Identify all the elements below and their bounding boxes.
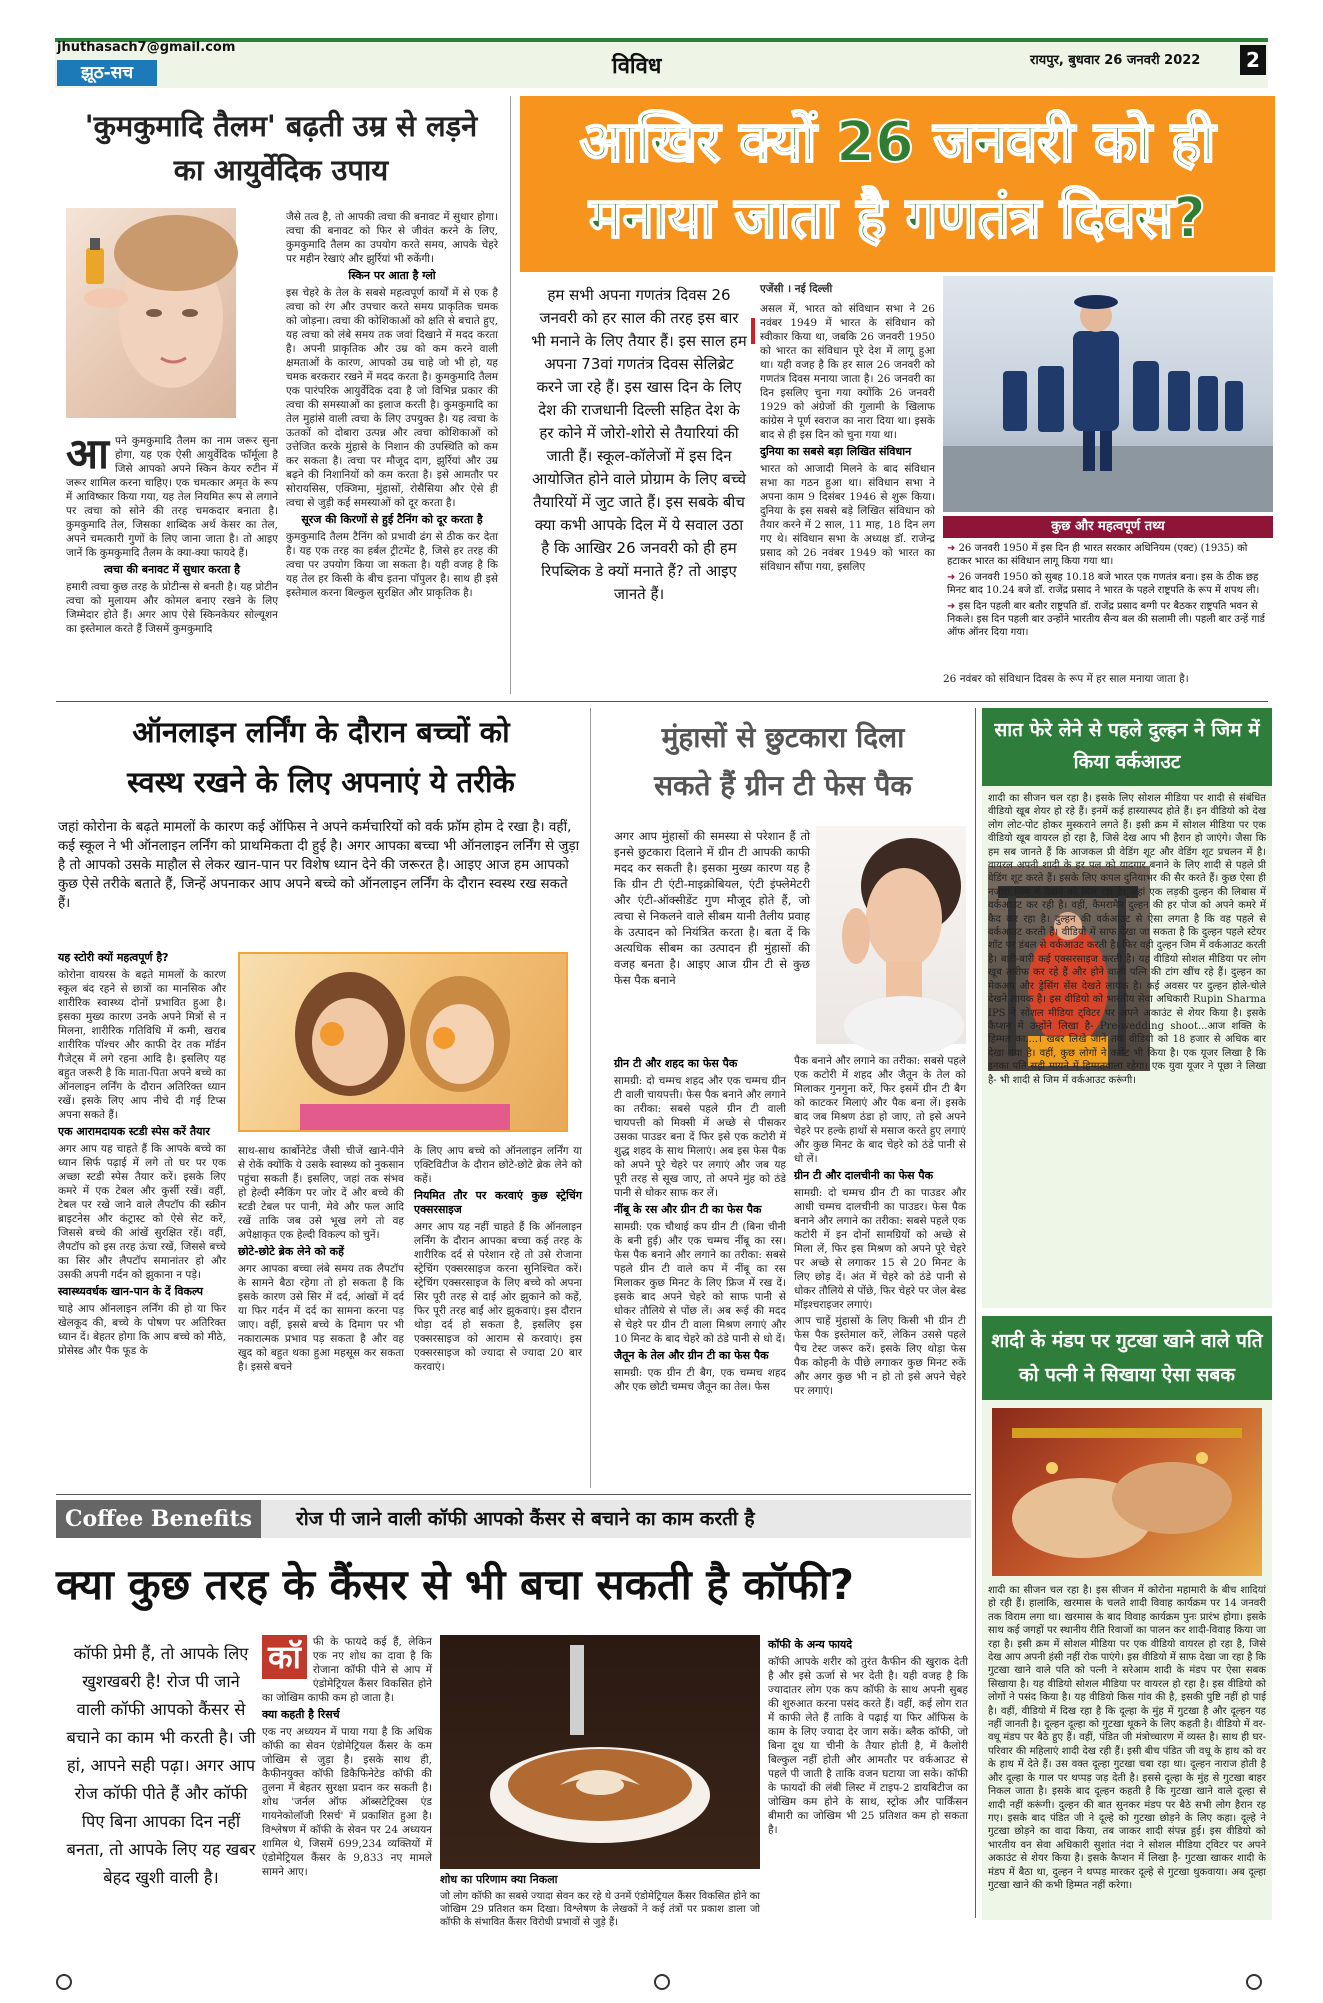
tag-label: Coffee Benefits xyxy=(56,1500,261,1538)
face-photo xyxy=(816,826,966,1044)
column-right-top xyxy=(286,210,498,602)
headline-banner xyxy=(520,96,1275,272)
subhead: नियमित तौर पर करवाएं कुछ स्ट्रेचिंग एक्सरसाइज xyxy=(414,1189,582,1216)
para: अगर आप यह नहीं चाहते हैं कि ऑनलाइन लर्निंग के दौरान आपका बच्चा कई तरह के शारीरिक दर्द से परेशान रहे तो उसे रोजाना स्ट्रेचिंग एक्सरसाइज करना सुनिश्चित करें। स्ट्रेचिंग एक्सरसाइज के लिए बच्चे को अपना सिर पूरी तरह से दाई ओर झुकाने को कहें, फिर पूरी तरह बाईं ओर झुकवाएं। इस दौरान थोड़ा दर्द हो सकता है, इसलिए इस एक्सरसाइज को आराम से करवाएं। इस एक्सरसाइज को ज्यादा से ज्यादा 20 बार करवाएं। xyxy=(414,1221,582,1373)
republic-day-article xyxy=(520,96,1275,696)
para: आप चाहें मुंहासों के लिए किसी भी ग्रीन टी फेस पैक इस्तेमाल करें, लेकिन उससे पहले पैच टेस्ट जरूर करें। इसके लिए थोड़ा फेस पैक कोहनी के पीछे लगाकर कुछ मिनट रुकें और अगर कुछ भी न हो तो इसे अपने चेहरे पर लगाएं। xyxy=(794,1315,966,1397)
fact-item xyxy=(947,571,1269,597)
section-title: विविध xyxy=(612,54,662,79)
para: अगर आपका बच्चा लंबे समय तक लैपटॉप के सामने बैठा रहेगा तो हो सकता है कि इसके कारण उसे सिर में दर्द, आंखों में दर्द या फिर गर्दन में दर्द का सामना करना पड़ जाए। वहीं, इससे बच्चे के दिमाग पर भी नकारात्मक प्रभाव पड़ सकता है और वह खुद को बहुत थका हुआ महसूस कर सकता है। इससे बचने xyxy=(238,1263,404,1373)
online-learning-article xyxy=(56,708,586,1570)
coffee-article xyxy=(56,1500,971,1928)
subhead: यह स्टोरी क्यों महत्वपूर्ण है? xyxy=(58,951,169,964)
column-3 xyxy=(414,1144,582,1376)
para: पैक बनाने और लगाने का तरीका: सबसे पहले एक कटोरी में शहद और जैतून के तेल को मिलाकर गुनगुना करें, फिर इसमें ग्रीन टी बैग को काटकर मिलाएं और पैक बना लें। इसके बाद जब मिश्रण ठंडा हो जाए, तो इसे अपने चेहरे पर हल्के हाथों से मसाज करते हुए लगाएं और कुछ मिनट के बाद चेहरे को ठंडे पानी से धो लें। xyxy=(794,1055,966,1165)
green-tea-article xyxy=(596,708,970,1490)
register-mark-left xyxy=(56,1974,72,1990)
intro-text: जहां कोरोना के बढ़ते मामलों के कारण कई ऑफिस ने अपने कर्मचारियों को वर्क फ्रॉम होम दे रखा है। वहीं, कई स्कूल ने भी ऑनलाइन लर्निंग को प्राथमिकता दी हुई है। अगर आपका बच्चा भी ऑनलाइन लर्निंग से जुड़ा है तो आपको उसके माहौल से लेकर खान-पान पर विशेष ध्यान देने की जरूरत है। आइए आज हम आपको कुछ ऐसे तरीके बताते हैं, जिन्हें अपनाकर आप अपने बच्चे को ऑनलाइन लर्निंग के दौरान स्वस्थ रख सकते हैं। xyxy=(58,819,580,911)
caption-text: जो लोग कॉफी का सबसे ज्यादा सेवन कर रहे थे उनमें एंडोमेट्रियल कैंसर विकसित होने का जोखिम 29 प्रतिशत कम दिखा। विश्लेषण के लेखकों ने कई तंत्रों पर प्रकाश डाला जो कॉफी के संभावित कैंसर विरोधी प्रभावों से जुड़े हैं। xyxy=(440,1891,761,1928)
brand-label: झूठ-सच xyxy=(57,60,157,86)
para: अगर आप यह चाहते हैं कि आपके बच्चे का ध्यान सिर्फ पढ़ाई में लगे तो घर पर एक अच्छा स्टडी स्पेस तैयार करें। इसके लिए कमरे में एक टेबल और कुर्सी रखें। वहीं, टेबल पर रखे जाने वाले लैपटॉप की स्क्रीन ब्राइटनेस और कंट्रास्ट को ऐसे सेट करें, जिससे बच्चे की आंखें सुरक्षित रहें। वहीं, लैपटॉप को इस तरह ऊंचा रखें, जिससे बच्चे का सिर और लैपटॉप समानांतर हो और उसकी अपनी गर्दन को झुकाना न पड़े। xyxy=(58,1143,226,1281)
subhead: जैतून के तेल और ग्रीन टी का फेस पैक xyxy=(614,1349,769,1362)
fact-item xyxy=(947,600,1269,639)
page-number: 2 xyxy=(1240,45,1266,75)
subhead: एक आरामदायक स्टडी स्पेस करें तैयार xyxy=(58,1125,210,1138)
column-2 xyxy=(238,1144,404,1376)
headline: क्या कुछ तरह के कैंसर से भी बचा सकती है कॉफी? xyxy=(56,1560,854,1609)
face-oil-photo xyxy=(66,208,236,418)
para: जैसे तत्व है, तो आपकी त्वचा की बनावट में सुधार होगा। त्वचा की बनावट को फिर से जीवंत करने के लिए, कुमकुमादि तैलम का उपयोग करते समय, आपके चेहरे पर महीन रेखाएं और झुर्रियां भी रुकेंगी। xyxy=(286,211,498,265)
para: एक नए अध्ययन में पाया गया है कि अधिक कॉफी का सेवन एंडोमेट्रियल कैंसर के कम जोखिम से जुड़ा है। इसके साथ ही, कैफीनयुक्त कॉफी डिकैफिनेटेड कॉफी की तुलना में बेहतर सुरक्षा प्रदान कर सकती है। शोध 'जर्नल ऑफ ऑब्सटेट्रिक्स एंड गायनेकोलॉजी रिसर्च' में प्रकाशित हुआ है। विश्लेषण में कॉफी के सेवन पर 24 अध्ययन शामिल थे, जिसमें 699,234 व्यक्तियों में एंडोमेट्रियल कैंसर के 9,833 नए मामले सामने आए। xyxy=(262,1726,432,1878)
intro-text: हम सभी अपना गणतंत्र दिवस 26 जनवरी को हर साल की तरह इस बार भी मनाने के लिए तैयार हैं। इस साल हम अपना 73वां गणतंत्र दिवस सेलिब्रेट करने जा रहे हैं। इस खास दिन के लिए देश की राजधानी दिल्ली सहित देश के हर कोने में जोरो-शोरो से तैयारियां की जाती हैं। स्कूल-कॉलेजों में इस दिन आयोजित होने वाले प्रोग्राम के लिए बच्चे तैयारियों में जुट जाते हैं। इस सबके बीच क्या कभी आपके दिल में ये सवाल उठा है कि आखिर 26 जनवरी को ही हम रिपब्लिक डे क्यों मनाते हैं? तो आइए जानते हैं। xyxy=(531,286,747,603)
register-mark-right xyxy=(1246,1974,1262,1990)
headline-line: ऑनलाइन लर्निंग के दौरान बच्चों को xyxy=(132,715,510,749)
column-left-bottom xyxy=(66,429,278,638)
para: पने कुमकुमादि तैलम का नाम जरूर सुना होगा, यह एक ऐसी आयुर्वेदिक फॉर्मूला है जिसे आपको अपने स्किन केयर रुटीन में जरूर शामिल करना चाहिए। एक चमत्कार अमृत के रूप में आविष्कार किया गया, यह तेल नियमित रूप से लगाने पर त्वचा को सोने की तरह चमकदार बनाता है। कुमकुमादि तेल, जिसका शाब्दिक अर्थ केसर का तेल, अपने चमत्कारी गुणों के लिए जाना जाता है। तो आइए जानें कि कुमकुमादि तैलम के क्या-क्या फायदे हैं। xyxy=(66,435,278,559)
arrow-icon: ➜ xyxy=(947,601,959,612)
subhead: ग्रीन टी और दालचीनी का फेस पैक xyxy=(794,1169,934,1182)
register-mark-center xyxy=(654,1974,670,1990)
para: के लिए आप बच्चे को ऑनलाइन लर्निंग या एक्टिविटीज के दौरान छोटे-छोटे ब्रेक लेने को कहें। xyxy=(414,1145,582,1185)
para: हमारी त्वचा कुछ तरह के प्रोटीन्स से बनती है। यह प्रोटीन त्वचा को मुलायम और कोमल बनाए रखने के लिए जिम्मेदार होते हैं। अगर आप ऐसे स्किनकेयर सोल्यूशन का इस्तेमाल करते हैं जिसमें कुमकुमादि xyxy=(66,581,278,635)
email: jhuthasach7@gmail.com xyxy=(57,40,236,55)
dateline: रायपुर, बुधवार 26 जनवरी 2022 xyxy=(1030,53,1201,68)
body-column xyxy=(760,282,935,576)
headline-line: मनाया जाता है गणतंत्र दिवस? xyxy=(589,186,1206,251)
subhead: छोटे-छोटे ब्रेक लेने को कहें xyxy=(238,1245,344,1258)
column-2 xyxy=(794,1054,966,1400)
kumkumadi-article xyxy=(56,96,506,696)
body-text: शादी का सीजन चल रहा है। इसके लिए सोशल मीडिया पर शादी से संबंधित वीडियो खूब शेयर हो रहे हैं। इनमें कई हास्यास्पद होते हैं। इन वीडियो को देख लोग लोट-पोट होकर मुस्कराने लगते हैं। इसी क्रम में सोशल मीडिया पर एक वीडियो खूब वायरल हो रहा है, जिसे देख आप भी हैरान हो जाएंगे। जैसा कि हम सब जानते हैं कि आजकल प्री वेडिंग शूट और वेडिंग शूट प्रचलन में है। वायरल अपनी शादी के हर पल को यादगार बनाने के लिए शादी से पहले प्री वेडिंग शूट करते हैं। इसके लिए कपल दुनियाभर की सैर करते हैं। कुछ ऐसा ही नजारा जिम में देखने को मिल रहा है। जहां एक लड़की दुल्हन की लिबास में वर्कआउट कर रही है। वहीं, कैमरामैन दुल्हन की हर पोज को अपने कमरे में कैद कर रहा है। दुल्हन की वर्कआउट से ऐसा लगता है कि वह पहले से वर्कआउट करती है। वीडियो में साफ देखा जा सकता है कि दुल्हन पहले स्टेयर शॉट पर डंबल से वर्कआउट करती है। फिर वही दुल्हन जिम में वर्कआउट करती है। बारी-बारी कई एक्सरसाइज करती है। यह वीडियो सोशल मीडिया पर लोग खूब तारीफ कर रहे हैं और होने वाली पत्नि की टांग खींच रहे हैं। दुल्हन का मेकअप और ड्रेसिंग सेंस देखते लायक है। कई अवसर पर दुल्हन होले-चोले देखने लायक है। इस वीडियो को भारतीय सेवा अधिकारी Rupin Sharma IPS ने सोशल मीडिया ट्विटर पर अपने अकाउंट से शेयर किया है। इसके कैप्शन में उन्होंने लिखा है- Pre-wedding shoot...आज शक्ति के हिम्मत का....। खबर लिखे जाने तक वीडियो को 18 हजार से अधिक बार देखा गया है। वहीं, कुछ लोगों ने कमेंट भी किया है। एक यूजर लिखा है कि इनका पति सही मायने में हिम्मतवाला रहेगा। एक युवा यूजर ने पूछा ने लिखा है- भी शादी से जिम में वर्कआउट करूंगी। xyxy=(988,793,1266,1086)
para: इस चेहरे के तेल के सबसे महत्वपूर्ण कार्यों में से एक है त्वचा को रंग और उपचार करते समय प्राकृतिक चमक को जोड़ना। त्वचा की कोशिकाओं को क्षति से बचाते हुए, यह त्वचा को लंबे समय तक जवां दिखाने में मदद करता है। अपनी प्राकृतिक और उम्र को कम करने वाली क्षमताओं के कारण, आपको उम्र चाहे जो भी हो, यह चमक बरकरार रखने में मदद करता है। कुमकुमादि तैलम एक पारंपरिक आयुर्वेदिक दवा है जो विभिन्न प्रकार की त्वचा की समस्याओं का इलाज करती है। कुमकुमादि का तेल मुहांसे वाली त्वचा के लिए उपयुक्त है। यह त्वचा के ऊतकों को दोबारा उत्पन्न और त्वचा कोशिकाओं को उत्तेजित करके मुंहासे के निशान की उपस्थिति को कम कर सकता है। त्वचा पर मौजूद दाग, झुर्रियां और उम्र बढ़ने की निशानियों को कम करता है। इसे आमतौर पर सोरायसिस, एक्जिमा, मुंहासों, रोसैसिया और ऐसे ही त्वचा से जुड़ी कई समस्याओं को दूर करता है। xyxy=(286,287,498,509)
fact-text: 26 जनवरी 1950 में इस दिन ही भारत सरकार अधिनियम (एक्ट) (1935) को हटाकर भारत का संविधान लागू किया गया था। xyxy=(947,543,1248,567)
fact-item xyxy=(947,542,1269,568)
subhead: स्वास्थ्यवर्धक खान-पान के दें विकल्प xyxy=(58,1285,203,1298)
coffee-photo xyxy=(440,1635,760,1869)
agency-line: एजेंसी । नई दिल्ली xyxy=(760,283,833,295)
headline-line: स्वस्थ रखने के लिए अपनाएं ये तरीके xyxy=(127,765,515,799)
subhead: ग्रीन टी और शहद का फेस पैक xyxy=(614,1057,738,1070)
subhead: क्या कहती है रिसर्च xyxy=(262,1708,340,1721)
drop-cap: कॉ xyxy=(262,1635,307,1679)
para: कुमकुमादि तैलम टैनिंग को प्रभावी ढंग से ठीक कर देता है। यह एक तरह का हर्बल ट्रीटमेंट है, जिसे हर तरह की त्वचा पर उपयोग किया जा सकता है। यही वजह है कि यह तेल हर किसी के बीच इतना पॉपुलर है। साथ ही इसे इस्तेमाल करना बिल्कुल सुरक्षित और प्राकृतिक है। xyxy=(286,531,498,599)
subhead: सूरज की किरणों से हुई टैनिंग को दूर करता है xyxy=(301,513,483,526)
tagline: रोज पी जाने वाली कॉफी आपको कैंसर से बचाने का काम करती है xyxy=(296,1508,755,1530)
headline: सात फेरे लेने से पहले दुल्हन ने जिम में किया वर्कआउट xyxy=(982,708,1272,786)
para: सामग्री: दो चम्मच शहद और एक चम्मच ग्रीन टी वाली चायपत्ती। फेस पैक बनाने और लगाने का तरीका: सबसे पहले ग्रीन टी वाली चायपत्ती को मिक्सी में अच्छे से पीसकर उसका पाउडर बना दें फिर इसे एक कटोरी में शुद्ध शहद के साथ मिलाएं। अब इस फेस पैक को अपने पूरे चेहरे पर लगाएं और जब यह पूरी तरह से सूख जाए, तो अपने मुंह को ठंडे पानी से धोकर साफ कर लें। xyxy=(614,1075,786,1199)
accent-bar xyxy=(751,318,755,344)
subhead: कॉफी के अन्य फायदे xyxy=(768,1638,853,1651)
footer-bar xyxy=(56,1972,1268,1992)
gym-bride-article xyxy=(982,708,1272,1308)
intro-text: अगर आप मुंहासों की समस्या से परेशान हैं तो इनसे छुटकारा दिलाने में ग्रीन टी आपकी काफी मदद कर सकती है। इसका मुख्य कारण यह है कि ग्रीन टी एंटी-माइक्रोबियल, एंटी इंफ्लेमेटरी और एंटी-ऑक्सीडेंट गुण मौजूद होते हैं, जो त्वचा से निकलने वाले सीबम यानी तैलीय प्रवाह के उत्पादन को नियंत्रित करता है। बता दें कि अत्यधिक सीबम का उत्पादन ही मुंहासों की वजह बनता है। आइए आज ग्रीन टी से कुछ फेस पैक बनाने xyxy=(614,829,810,987)
parade-photo xyxy=(943,276,1273,512)
fact-text: इस दिन पहली बार बतौर राष्ट्रपति डॉ. राजेंद्र प्रसाद बग्गी पर बैठकर राष्ट्रपति भवन से निकले। इस दिन पहली बार उन्होंने भारतीय सैन्य बल की सलामी ली। पहली बार उन्हें गार्ड ऑफ ऑनर दिया गया। xyxy=(947,601,1265,638)
fact-text: 26 जनवरी 1950 को सुबह 10.18 बजे भारत एक गणतंत्र बना। इस के ठीक छह मिनट बाद 10.24 बजे डॉ. राजेंद्र प्रसाद ने भारत के पहले राष्ट्रपति के रूप में शपथ ली। xyxy=(947,572,1260,596)
para: असल में, भारत को संविधान सभा ने 26 नवंबर 1949 में भारत के संविधान को स्वीकार किया था, जबकि 26 जनवरी 1950 को भारत का संविधान पूरे देश में लागू हुआ था। यही वजह है कि हर साल 26 जनवरी को गणतंत्र दिवस मनाया जाता है। 26 जनवरी का दिन इसलिए चुना गया क्योंकि 26 जनवरी 1929 को अंग्रेजों की गुलामी के खिलाफ कांग्रेस ने पूर्ण स्वराज का नारा दिया था। इसके बाद से ही इस दिन को चुना गया था। xyxy=(760,303,935,441)
kids-photo xyxy=(238,952,568,1132)
subhead: त्वचा की बनावट में सुधार करता है xyxy=(103,563,241,576)
headline-line: आखिर क्यों 26 जनवरी को ही xyxy=(579,110,1216,175)
subhead: स्किन पर आता है ग्लो xyxy=(348,269,436,282)
column-1 xyxy=(262,1635,432,1881)
headline: शादी के मंडप पर गुटखा खाने वाले पति को पत्नी ने सिखाया ऐसा सबक xyxy=(982,1316,1272,1400)
arrow-icon: ➜ xyxy=(947,543,959,554)
article-title: 'कुमकुमादि तैलम' बढ़ती उम्र से लड़ने का आयुर्वेदिक उपाय xyxy=(84,109,478,187)
facts-title: कुछ और महत्वपूर्ण तथ्य xyxy=(943,516,1273,538)
photo-caption: शोध का परिणाम क्या निकला xyxy=(440,1873,558,1886)
para: कॉफी आपके शरीर को तुरंत कैफीन की खुराक देती है और इसे ऊर्जा से भर देती है। यही वजह है कि ज्यादातर लोग एक कप कॉफी के साथ अपनी सुबह की शुरुआत करना पसंद करते हैं। वहीं, कई लोग रात में काफी लेते हैं ताकि वे पढ़ाई या फिर ऑफिस के काम के लिए ज्यादा देर जाग सकें। ब्लैक कॉफी, जो बिना दूध या चीनी के तैयार होती है, में कैलोरी बिल्कुल नहीं होती और आमतौर पर वर्कआउट से पहले पी जाती है ताकि वजन घटाया जा सके। कॉफी के फायदों की लंबी लिस्ट में टाइप-2 डायबिटीज का जोखिम कम होने के साथ, स्ट्रोक और पार्किंसन बीमारी का जोखिम भी 25 प्रतिशत कम हो सकता है। xyxy=(768,1656,968,1836)
page-header xyxy=(0,0,1323,92)
body-text: शादी का सीजन चल रहा है। इस सीजन में कोरोना महामारी के बीच शादियां हो रही हैं। हालांकि, खरमास के चलते शादी विवाह कार्यक्रम पर 14 जनवरी तक विराम लगा था। खरमास के बाद विवाह कार्यक्रम पुनः प्रारंभ होगा। इसके साथ कई जगहों पर स्थानीय रीति रिवाजों का पालन कर शादी-विवाह किया जा रहा है। इसी क्रम में सोशल मीडिया पर एक वीडियो वायरल हो रहा है, जिसे देख आप अपनी हंसी नहीं रोक पाएंगे। इस वीडियो में साफ देखा जा रहा है कि गुटखा खाने वाले पति को पत्नी ने सरेआम शादी के मंडप पर ऐसा सबक सिखाया है। यह वीडियो सोशल मीडिया पर वायरल हो रहा है। इस वीडियो को लोगों ने पसंद किया है। यह वीडियो किस गांव की है, इसकी पुष्टि नहीं हो पाई है। वहीं, वीडियो में दिख रहा है कि दूल्हा के मुंह में गुटखा है और दूल्हन यह नहीं जानती है। दूल्हन दूल्हा को गुटखा थूकने के लिए कहती है। वीडियो में वर-वधू मंडप पर बैठे हुए हैं। वहीं, पंडित जी मंत्रोच्चारण में व्यस्त है। साथ ही घर-परिवार की महिलाएं शादी देख रही हैं। इसी बीच पंडित जी वधू के हाथ को वर के हाथ में देते हैं। उस वक्त दूल्हा गुटखा चबा रहा था। दूल्हन नाराज होती है और दूल्हा के गाल पर थप्पड़ जड़ देती है। इससे दूल्हा के मुंह से गुटखा बाहर निकल जाता है। इसके बाद दूल्हन कहती है कि गुटखा खाने वाले दूल्हा से शादी नहीं करूंगी। दुल्हन की बात सुनकर मंडप पर बैठे सभी लोग हैरान रह गए। इसके बाद पंडित जी ने दूल्हे को गुटखा छोड़ने के लिए कहा। दूल्हे ने गुटखा छोड़ने का वादा किया, तब जाकर शादी संपन्न हुई। इस वीडियो को भारतीय वन सेवा अधिकारी सुशांत नंदा ने सोशल मीडिया ट्विटर पर अपने अकाउंट से शेयर किया है। इसके कैप्शन में लिखा है- गुटखा खाकर शादी के मंडप में बैठा था, दुल्हन ने थप्पड़ मारकर दूल्हे से गुटखा थुकवाया। अब दूल्हा गुटखा खाने की कभी हिम्मत नहीं करेगा। xyxy=(988,1585,1266,1891)
para: साथ-साथ कार्बोनेटेड जैसी चीजें खाने-पीने से रोकें क्योंकि ये उसके स्वास्थ्य को नुकसान पहुंचा सकती हैं। इसलिए, जहां तक संभव हो हेल्दी स्नैकिंग पर जोर दें और बच्चे की स्टडी टेबल पर पानी, मेवे और फल आदि रखें ताकि जब उसे भूख लगे तो वह अपेक्षाकृत एक हेल्दी विकल्प को चुनें। xyxy=(238,1145,404,1241)
para: सामग्री: एक चौथाई कप ग्रीन टी (बिना चीनी के बनी हुई) और एक चम्मच नींबू का रस। फेस पैक बनाने और लगाने का तरीका: सबसे पहले ग्रीन टी वाले कप में नींबू का रस मिलाकर कुछ मिनट के लिए फ्रिज में रख दें। इसके बाद अपने चेहरे को साफ पानी से धोकर तौलिये से पोंछ लें। अब रूई की मदद से चेहरे पर ग्रीन टी वाला मिश्रण लगाएं और 10 मिनट के बाद चेहरे को ठंडे पानी से धो दें। xyxy=(614,1221,786,1345)
para: चाहे आप ऑनलाइन लर्निंग की हो या फिर खेलकूद की, बच्चे के पोषण पर अतिरिक्त ध्यान दें। बेहतर होगा कि आप बच्चे को मीठे, प्रोसेस्ड और पैक फूड के xyxy=(58,1303,226,1357)
facts-list xyxy=(943,538,1273,639)
para: कोरोना वायरस के बढ़ते मामलों के कारण स्कूल बंद रहने से छात्रों का मानसिक और शारीरिक स्वास्थ्य दोनों प्रभावित हुआ है। इसका मुख्य कारण उनके अपने मित्रों से न मिलना, शारीरिक गतिविधि में कमी, खराब शारीरिक पॉश्चर और काफी देर तक मॉर्डन गैजेट्स में लगे रहना आदि है। इसलिए यह बहुत जरूरी है कि माता-पिता अपने बच्चे का ऑनलाइन लर्निंग के दौरान अतिरिक्त ध्यान रखें। इसके लिए आप नीचे दी गई टिप्स अपना सकते हैं। xyxy=(58,969,226,1121)
para: फी के फायदे कई हैं, लेकिन एक नए शोध का दावा है कि रोजाना कॉफी पीने से आप में एंडोमेट्रियल कैंसर विकसित होने का जोखिम काफी कम हो जाता है। xyxy=(262,1636,432,1704)
arrow-icon: ➜ xyxy=(947,572,959,583)
para: सामग्री: एक ग्रीन टी बैग, एक चम्मच शहद और एक छोटी चम्मच जैतून का तेल। फेस xyxy=(614,1367,786,1393)
gutkha-article xyxy=(982,1316,1272,1920)
column-1 xyxy=(614,1054,786,1396)
facts-box xyxy=(943,516,1273,638)
wedding-photo xyxy=(992,1408,1262,1576)
para: भारत को आजादी मिलने के बाद संविधान सभा का गठन हुआ था। संविधान सभा ने अपना काम 9 दिसंबर 1946 से शुरू किया। दुनिया के इस सबसे बड़े लिखित संविधान को तैयार करने में 2 साल, 11 माह, 18 दिन लग गए थे। संविधान सभा के अध्यक्ष डॉ. राजेन्द्र प्रसाद को 26 नवंबर 1949 को भारत का संविधान सौंपा गया, इसलिए xyxy=(760,463,935,573)
facts-footer: 26 नवंबर को संविधान दिवस के रूप में हर साल मनाया जाता है। xyxy=(943,673,1189,685)
intro-text: कॉफी प्रेमी हैं, तो आपके लिए खुशखबरी है! रोज पी जाने वाली कॉफी आपको कैंसर से बचाने का काम भी करती है। जी हां, आपने सही पढ़ा। अगर आप रोज कॉफी पीते हैं और कॉफी पिए बिना आपका दिन नहीं बनता, तो आपके लिए यह खबर बेहद खुशी वाली है। xyxy=(66,1644,256,1887)
headline-line: मुंहासों से छुटकारा दिला xyxy=(661,721,905,754)
subhead: नींबू के रस और ग्रीन टी का फेस पैक xyxy=(614,1203,762,1216)
subhead: दुनिया का सबसे बड़ा लिखित संविधान xyxy=(760,445,912,458)
column-3 xyxy=(768,1635,968,1839)
column-1 xyxy=(58,948,226,1360)
para: सामग्री: दो चम्मच ग्रीन टी का पाउडर और आधी चम्मच दालचीनी का पाउडर। फेस पैक बनाने और लगाने का तरीका: सबसे पहले एक कटोरी में इन दोनों सामग्रियों को अच्छे से मिला लें, फिर इस मिश्रण को अपने पूरे चेहरे पर अच्छे से लगाकर 15 से 20 मिनट के लिए छोड़ दें। अंत में चेहरे को ठंडे पानी से धोकर तौलिये से पोंछे, फिर चेहरे पर जेल बेस्ड मॉइश्चराइजर लगाएं। xyxy=(794,1187,966,1311)
coffee-banner xyxy=(56,1500,971,1538)
headline-line: सकते हैं ग्रीन टी फेस पैक xyxy=(654,769,912,802)
drop-cap: आ xyxy=(66,429,109,478)
